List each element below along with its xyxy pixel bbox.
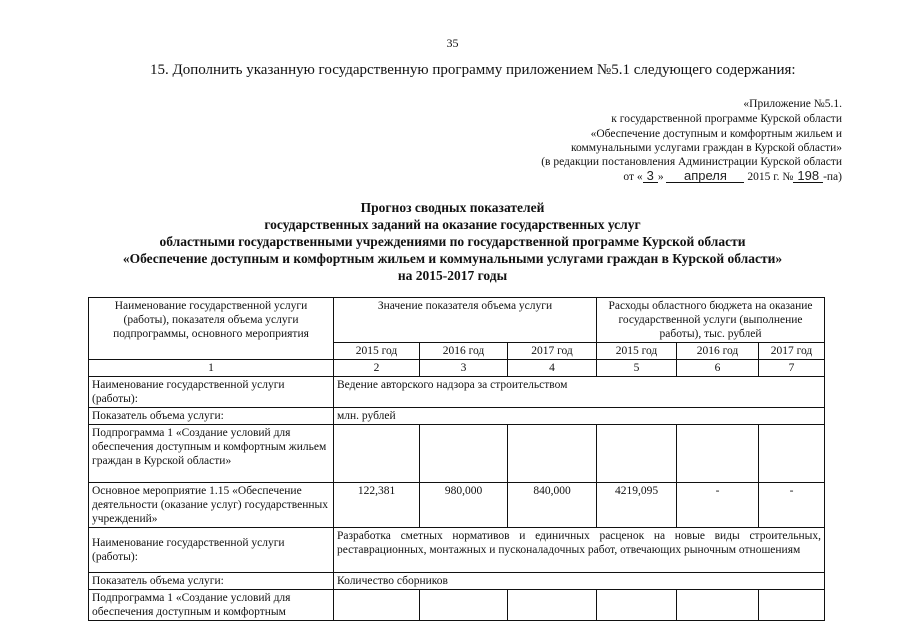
empty-cell: [508, 425, 597, 483]
empty-cell: [420, 590, 508, 621]
table-row: [89, 408, 825, 425]
empty-cell: [677, 590, 759, 621]
appendix-line-5: (в редакции постановления Администрации Курской области: [541, 156, 842, 168]
indicator-value: млн. рублей: [334, 408, 825, 425]
empty-cell: [508, 590, 597, 621]
table-row: [89, 590, 825, 621]
subprogram-label: Подпрограмма 1 «Создание условий для обеспечения доступным и комфортным жильем граждан в Курской области»: [89, 425, 334, 483]
value-cell: 840,000: [508, 483, 597, 528]
subprogram-label: Подпрограмма 1 «Создание условий для обеспечения доступным и комфортным: [89, 590, 334, 621]
table-row: [89, 425, 825, 483]
indicators-table: [88, 297, 825, 621]
title-line-3: областными государственными учреждениями по государственной программе Курской области: [159, 234, 746, 249]
col-number: 7: [759, 360, 825, 377]
header-name-col: Наименование государственной услуги (работы), показателя объема услуги подпрограммы, основного мероприятия: [89, 298, 334, 360]
column-numbers-row: [89, 360, 825, 377]
year-cell: 2017 год: [759, 343, 825, 360]
empty-cell: [597, 590, 677, 621]
value-cell: 4219,095: [597, 483, 677, 528]
value-cell: 122,381: [334, 483, 420, 528]
page-number: 35: [446, 36, 459, 50]
col-number: 6: [677, 360, 759, 377]
empty-cell: [759, 590, 825, 621]
value-cell: -: [677, 483, 759, 528]
empty-cell: [334, 590, 420, 621]
number-suffix: -па): [823, 171, 842, 183]
handwritten-month: апреля: [666, 170, 744, 183]
appendix-line-2: к государственной программе Курской области: [611, 113, 842, 125]
date-mid: »: [657, 171, 664, 183]
title-line-4: «Обеспечение доступным и комфортным жильем и коммунальными услугами граждан в Курской области»: [122, 251, 783, 266]
year-cell: 2015 год: [334, 343, 420, 360]
year-cell: 2016 год: [420, 343, 508, 360]
appendix-line-1: «Приложение №5.1.: [743, 98, 842, 110]
table-row: [89, 573, 825, 590]
header-expenses-group: Расходы областного бюджета на оказание государственной услуги (выполнение работы), тыс. рублей: [597, 298, 825, 343]
year-cell: 2017 год: [508, 343, 597, 360]
value-cell: 980,000: [420, 483, 508, 528]
table-row: [89, 528, 825, 573]
measure-label: Основное мероприятие 1.15 «Обеспечение деятельности (оказание услуг) государственных учреждений»: [89, 483, 334, 528]
indicator-label: Показатель объема услуги:: [89, 408, 334, 425]
col-number: 4: [508, 360, 597, 377]
col-number: 5: [597, 360, 677, 377]
handwritten-number: 198: [793, 170, 823, 183]
handwritten-day: 3: [643, 170, 658, 183]
year-part: 2015 г. №: [747, 171, 794, 183]
empty-cell: [597, 425, 677, 483]
year-cell: 2016 год: [677, 343, 759, 360]
intro-paragraph: 15. Дополнить указанную государственную программу приложением №5.1 следующего содержания:: [150, 62, 796, 78]
title-line-1: Прогноз сводных показателей: [360, 200, 545, 215]
title-line-5: на 2015-2017 годы: [397, 268, 508, 283]
date-prefix: от «: [623, 171, 643, 183]
empty-cell: [420, 425, 508, 483]
indicator-value: Количество сборников: [334, 573, 825, 590]
appendix-line-3: «Обеспечение доступным и комфортным жильем и: [590, 128, 842, 140]
service-value: Ведение авторского надзора за строительством: [334, 377, 825, 408]
header-row: [89, 298, 825, 343]
col-number: 3: [420, 360, 508, 377]
empty-cell: [334, 425, 420, 483]
empty-cell: [759, 425, 825, 483]
appendix-date-line: [623, 170, 842, 183]
year-cell: 2015 год: [597, 343, 677, 360]
appendix-line-4: коммунальными услугами граждан в Курской области»: [570, 142, 842, 154]
title-line-2: государственных заданий на оказание государственных услуг: [264, 217, 641, 232]
table-row: [89, 483, 825, 528]
service-value: Разработка сметных нормативов и единичных расценок на новые виды строительных, реставрационных, монтажных и пусконаладочных работ, отвечающих рыночным отношениям: [334, 528, 825, 573]
indicator-label: Показатель объема услуги:: [89, 573, 334, 590]
col-number: 1: [89, 360, 334, 377]
header-volume-group: Значение показателя объема услуги: [334, 298, 597, 343]
empty-cell: [677, 425, 759, 483]
table-row: [89, 377, 825, 408]
service-label: Наименование государственной услуги (работы):: [89, 528, 334, 573]
col-number: 2: [334, 360, 420, 377]
service-label: Наименование государственной услуги (работы):: [89, 377, 334, 408]
value-cell: -: [759, 483, 825, 528]
